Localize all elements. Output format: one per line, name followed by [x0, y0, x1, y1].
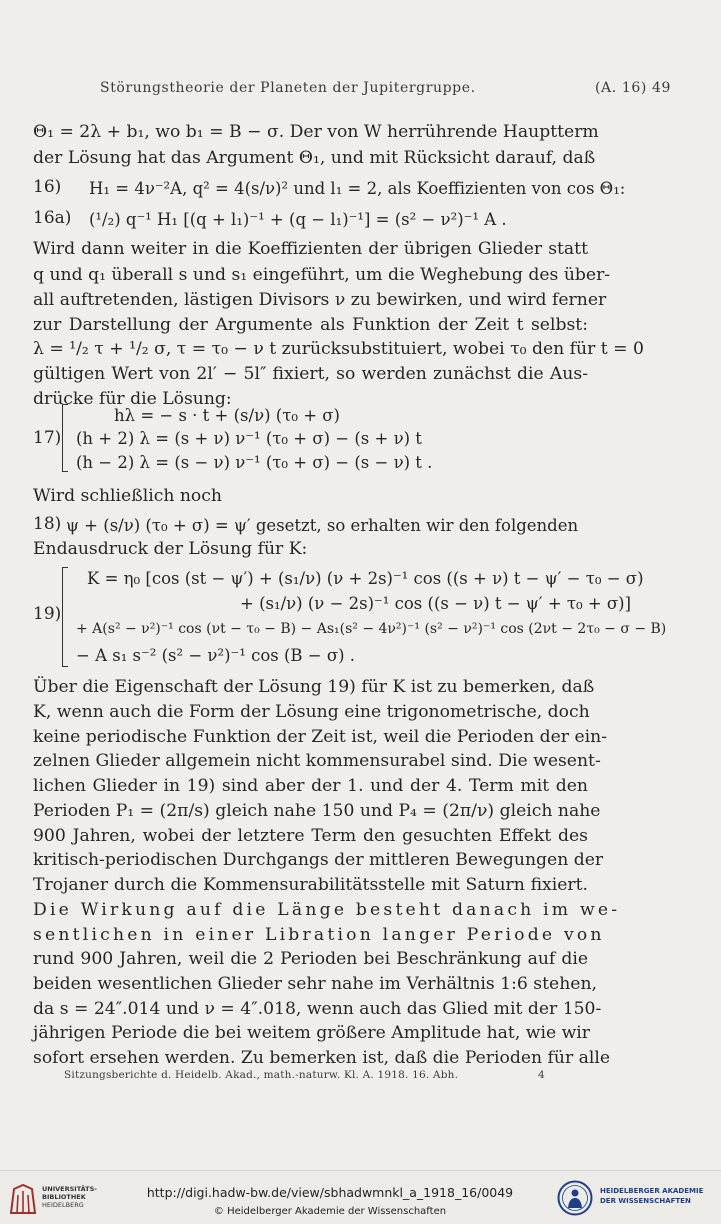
permalink-url[interactable]: http://digi.hadw-bw.de/view/sbhadwmnkl_a_1918_16/0049: [146, 1185, 514, 1200]
viewer-bar: [0, 1170, 721, 1224]
equation-17-line: (h + 2) λ = (s + ν) ν⁻¹ (τ₀ + σ) − (s + ν) t: [76, 429, 422, 448]
text-line: zelnen Glieder allgemein nicht kommensurabel sind. Die wesent-: [33, 751, 601, 771]
logo-text-line: HEIDELBERGER AKADEMIE: [600, 1187, 704, 1195]
text-line: Über die Eigenschaft der Lösung 19) für K ist zu bemerken, daß: [33, 677, 595, 697]
academy-logo-text: [600, 1186, 718, 1206]
equation-17-line: (h − 2) λ = (s − ν) ν⁻¹ (τ₀ + σ) − (s − ν) t .: [76, 453, 433, 472]
equation-17-line: hλ = − s · t + (s/ν) (τ₀ + σ): [114, 406, 340, 425]
equation-19-line: + A(s² − ν²)⁻¹ cos (νt − τ₀ − B) − As₁(s² − 4ν²)⁻¹ (s² − ν²)⁻¹ cos (2νt − 2τ₀ − σ − B): [76, 621, 667, 637]
text-line: λ = ¹/₂ τ + ¹/₂ σ, τ = τ₀ − ν t zurücksubstituiert, wobei τ₀ den für t = 0: [33, 339, 644, 359]
text-line: zur Darstellung der Argumente als Funktion der Zeit t selbst:: [33, 315, 588, 335]
equation-18: ψ + (s/ν) (τ₀ + σ) = ψ′ gesetzt, so erhalten wir den folgenden: [66, 516, 579, 535]
text-line: da s = 24″.014 und ν = 4″.018, wenn auch das Glied mit der 150-: [33, 999, 602, 1019]
university-library-logo-icon[interactable]: [8, 1183, 38, 1215]
equation-16: H₁ = 4ν⁻²A, q² = 4(s/ν)² und l₁ = 2, als Koeffizienten von cos Θ₁:: [89, 179, 626, 198]
text-line: rund 900 Jahren, weil die 2 Perioden bei Beschränkung auf die: [33, 949, 588, 969]
left-brace: [62, 567, 71, 667]
text-line: Trojaner durch die Kommensurabilitätsstelle mit Saturn fixiert.: [33, 875, 588, 895]
footer-citation: Sitzungsberichte d. Heidelb. Akad., math.-naturw. Kl. A. 1918. 16. Abh.: [64, 1069, 459, 1081]
text-line: 900 Jahren, wobei der letztere Term den gesuchten Effekt des: [33, 826, 588, 846]
text-line: drücke für die Lösung:: [33, 389, 232, 409]
footer-sheet-number: 4: [538, 1069, 545, 1081]
university-library-logo-text: [42, 1185, 102, 1209]
text-line: Die Wirkung auf die Länge besteht danach im we-: [33, 900, 621, 920]
text-line: Wird schließlich noch: [33, 486, 222, 506]
equation-number: 16a): [33, 208, 72, 228]
equation-19-line: + (s₁/ν) (ν − 2s)⁻¹ cos ((s − ν) t − ψ′ + τ₀ + σ)]: [240, 594, 632, 613]
header-title: Störungstheorie der Planeten der Jupitergruppe.: [100, 80, 476, 96]
text-line: all auftretenden, lästigen Divisors ν zu bewirken, und wird ferner: [33, 290, 607, 310]
text-line: beiden wesentlichen Glieder sehr nahe im Verhältnis 1:6 stehen,: [33, 974, 597, 994]
text-line: Perioden P₁ = (2π/s) gleich nahe 150 und P₄ = (2π/ν) gleich nahe: [33, 801, 601, 821]
academy-seal-icon[interactable]: [557, 1180, 593, 1216]
equation-19-line: K = η₀ [cos (st − ψ′) + (s₁/ν) (ν + 2s)⁻¹ cos ((s + ν) t − ψ′ − τ₀ − σ): [87, 569, 644, 588]
logo-text-line: BIBLIOTHEK: [42, 1193, 86, 1201]
text-line: q und q₁ überall s und s₁ eingeführt, um die Weghebung des über-: [33, 265, 611, 285]
copyright-notice: © Heidelberger Akademie der Wissenschaften: [213, 1206, 447, 1217]
text-line: K, wenn auch die Form der Lösung eine trigonometrische, doch: [33, 702, 590, 722]
equation-19-line: − A s₁ s⁻² (s² − ν²)⁻¹ cos (B − σ) .: [76, 646, 356, 665]
text-line: gültigen Wert von 2l′ − 5l″ fixiert, so werden zunächst die Aus-: [33, 364, 588, 384]
logo-text-line: DER WISSENSCHAFTEN: [600, 1197, 691, 1205]
equation-number: 18): [33, 514, 62, 534]
text-line: Endausdruck der Lösung für K:: [33, 539, 308, 559]
text-line: sentlichen in einer Libration langer Periode von: [33, 925, 605, 945]
text-line: kritisch-periodischen Durchgangs der mittleren Bewegungen der: [33, 850, 604, 870]
text-line: der Lösung hat das Argument Θ₁, und mit Rücksicht darauf, daß: [33, 148, 596, 168]
header-page-ref: (A. 16) 49: [595, 80, 672, 96]
text-line: lichen Glieder in 19) sind aber der 1. und der 4. Term mit den: [33, 776, 588, 796]
text-line: Θ₁ = 2λ + b₁, wo b₁ = B − σ. Der von W herrührende Hauptterm: [33, 122, 599, 142]
left-brace: [62, 404, 71, 472]
text-line: sofort ersehen werden. Zu bemerken ist, daß die Perioden für alle: [33, 1048, 611, 1068]
page-footer: [64, 1069, 544, 1081]
logo-text-line: UNIVERSITÄTS-: [42, 1185, 97, 1193]
running-header: [100, 80, 672, 96]
text-line: Wird dann weiter in die Koeffizienten der übrigen Glieder statt: [33, 239, 588, 259]
text-line: keine periodische Funktion der Zeit ist, weil die Perioden der ein-: [33, 727, 608, 747]
text-line: jährigen Periode die bei weitem größere Amplitude hat, wie wir: [33, 1023, 591, 1043]
equation-number: 17): [33, 428, 62, 448]
logo-text-line: HEIDELBERG: [42, 1201, 84, 1209]
equation-number: 19): [33, 604, 62, 624]
equation-number: 16): [33, 177, 62, 197]
equation-16a: (¹/₂) q⁻¹ H₁ [(q + l₁)⁻¹ + (q − l₁)⁻¹] = (s² − ν²)⁻¹ A .: [89, 210, 507, 229]
